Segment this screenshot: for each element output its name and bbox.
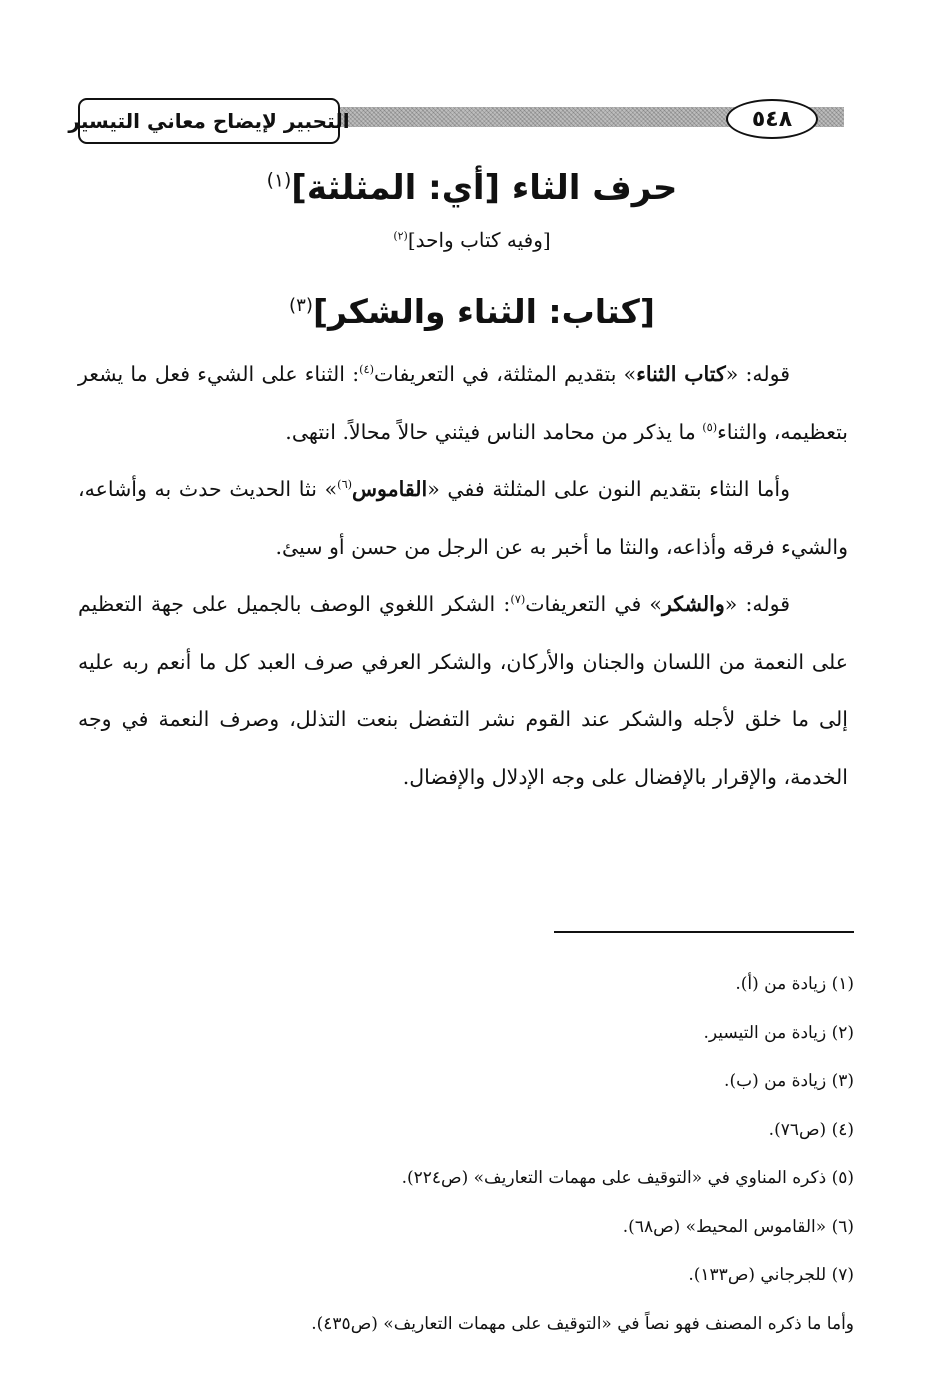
text-run: : الشكر اللغوي الوصف بالجميل على جهة التعظيم على النعمة من اللسان والجنان والأركان، والشكر العرفي صرف العبد كل ما أنعم ربه عليه إلى ما خلق لأجله والشكر عند القوم نشر التفضل بنعت التذلل، وصرف النعمة في وجه الخدمة، والإقرار بالإفضال على وجه الإدلال والإفضال.	[78, 592, 848, 789]
running-title: التحبير لإيضاح معاني التيسير	[78, 98, 340, 144]
footnote-ref: (١)	[266, 170, 292, 192]
text-run: وأما النثاء بتقديم النون على المثلثة ففي «	[427, 477, 790, 501]
book-title-text: [كتاب: الثناء والشكر]	[312, 292, 655, 331]
book-title	[0, 284, 944, 340]
text-run: ما يذكر من محامد الناس فيثني حالاً محالاً. انتهى.	[285, 419, 703, 444]
chapter-title	[0, 160, 944, 216]
page-header	[68, 96, 844, 150]
bold-term: والشكر	[661, 592, 725, 616]
bold-term: القاموس	[352, 477, 428, 501]
footnote-ref: (٢)	[393, 229, 408, 243]
text-run: : الثناء على الشيء فعل ما يشعر بتعظيمه، والثناء	[78, 362, 848, 444]
text-run: » نثا الحديث حدث به وأشاعه، والشيء فرقه وأذاعه، والنثا ما أخبر به عن الرجل من حسن أو سيئ.	[78, 477, 848, 559]
footnote: (٧) للجرجاني (ص١٣٣).	[688, 1265, 854, 1285]
footnote: (١) زيادة من (أ).	[735, 974, 854, 994]
text-run: » بتقديم المثلثة، في التعريفات	[374, 362, 637, 386]
footnote: (٣) زيادة من (ب).	[724, 1071, 854, 1091]
footnote-ref: (٤)	[359, 363, 374, 377]
footnotes	[154, 960, 854, 1348]
footnote-ref: (٦)	[337, 478, 353, 492]
paragraph	[78, 461, 848, 576]
footnote-ref: (٣)	[289, 295, 313, 316]
chapter-subtitle-text: [وفيه كتاب واحد]	[407, 228, 551, 252]
text-run: قوله: «	[725, 362, 791, 386]
footnote-divider	[554, 931, 854, 933]
bold-term: كتاب الثناء	[636, 362, 726, 386]
chapter-title-text: حرف الثاء [أي: المثلثة]	[291, 168, 678, 208]
footnote-ref: (٧)	[510, 593, 526, 607]
footnote: (٦) «القاموس المحيط» (ص٦٨).	[622, 1216, 854, 1237]
text-run: » في التعريفات	[525, 592, 662, 616]
footnote: (٢) زيادة من التيسير.	[703, 1022, 854, 1043]
chapter-subtitle	[0, 220, 944, 260]
footnote: (٥) ذكره المناوي في «التوقيف على مهمات التعاريف» (ص٢٢٤).	[401, 1168, 854, 1188]
paragraph	[78, 346, 848, 461]
footnote: وأما ما ذكره المصنف فهو نصاً في «التوقيف على مهمات التعاريف» (ص٤٣٥).	[311, 1313, 854, 1334]
footnote: (٤) (ص٧٦).	[768, 1119, 854, 1140]
paragraph	[78, 576, 848, 806]
footnote-ref: (٥)	[702, 420, 718, 434]
page-number: ٥٤٨	[726, 99, 818, 139]
text-run: قوله: «	[724, 592, 790, 616]
body-text	[78, 346, 848, 806]
